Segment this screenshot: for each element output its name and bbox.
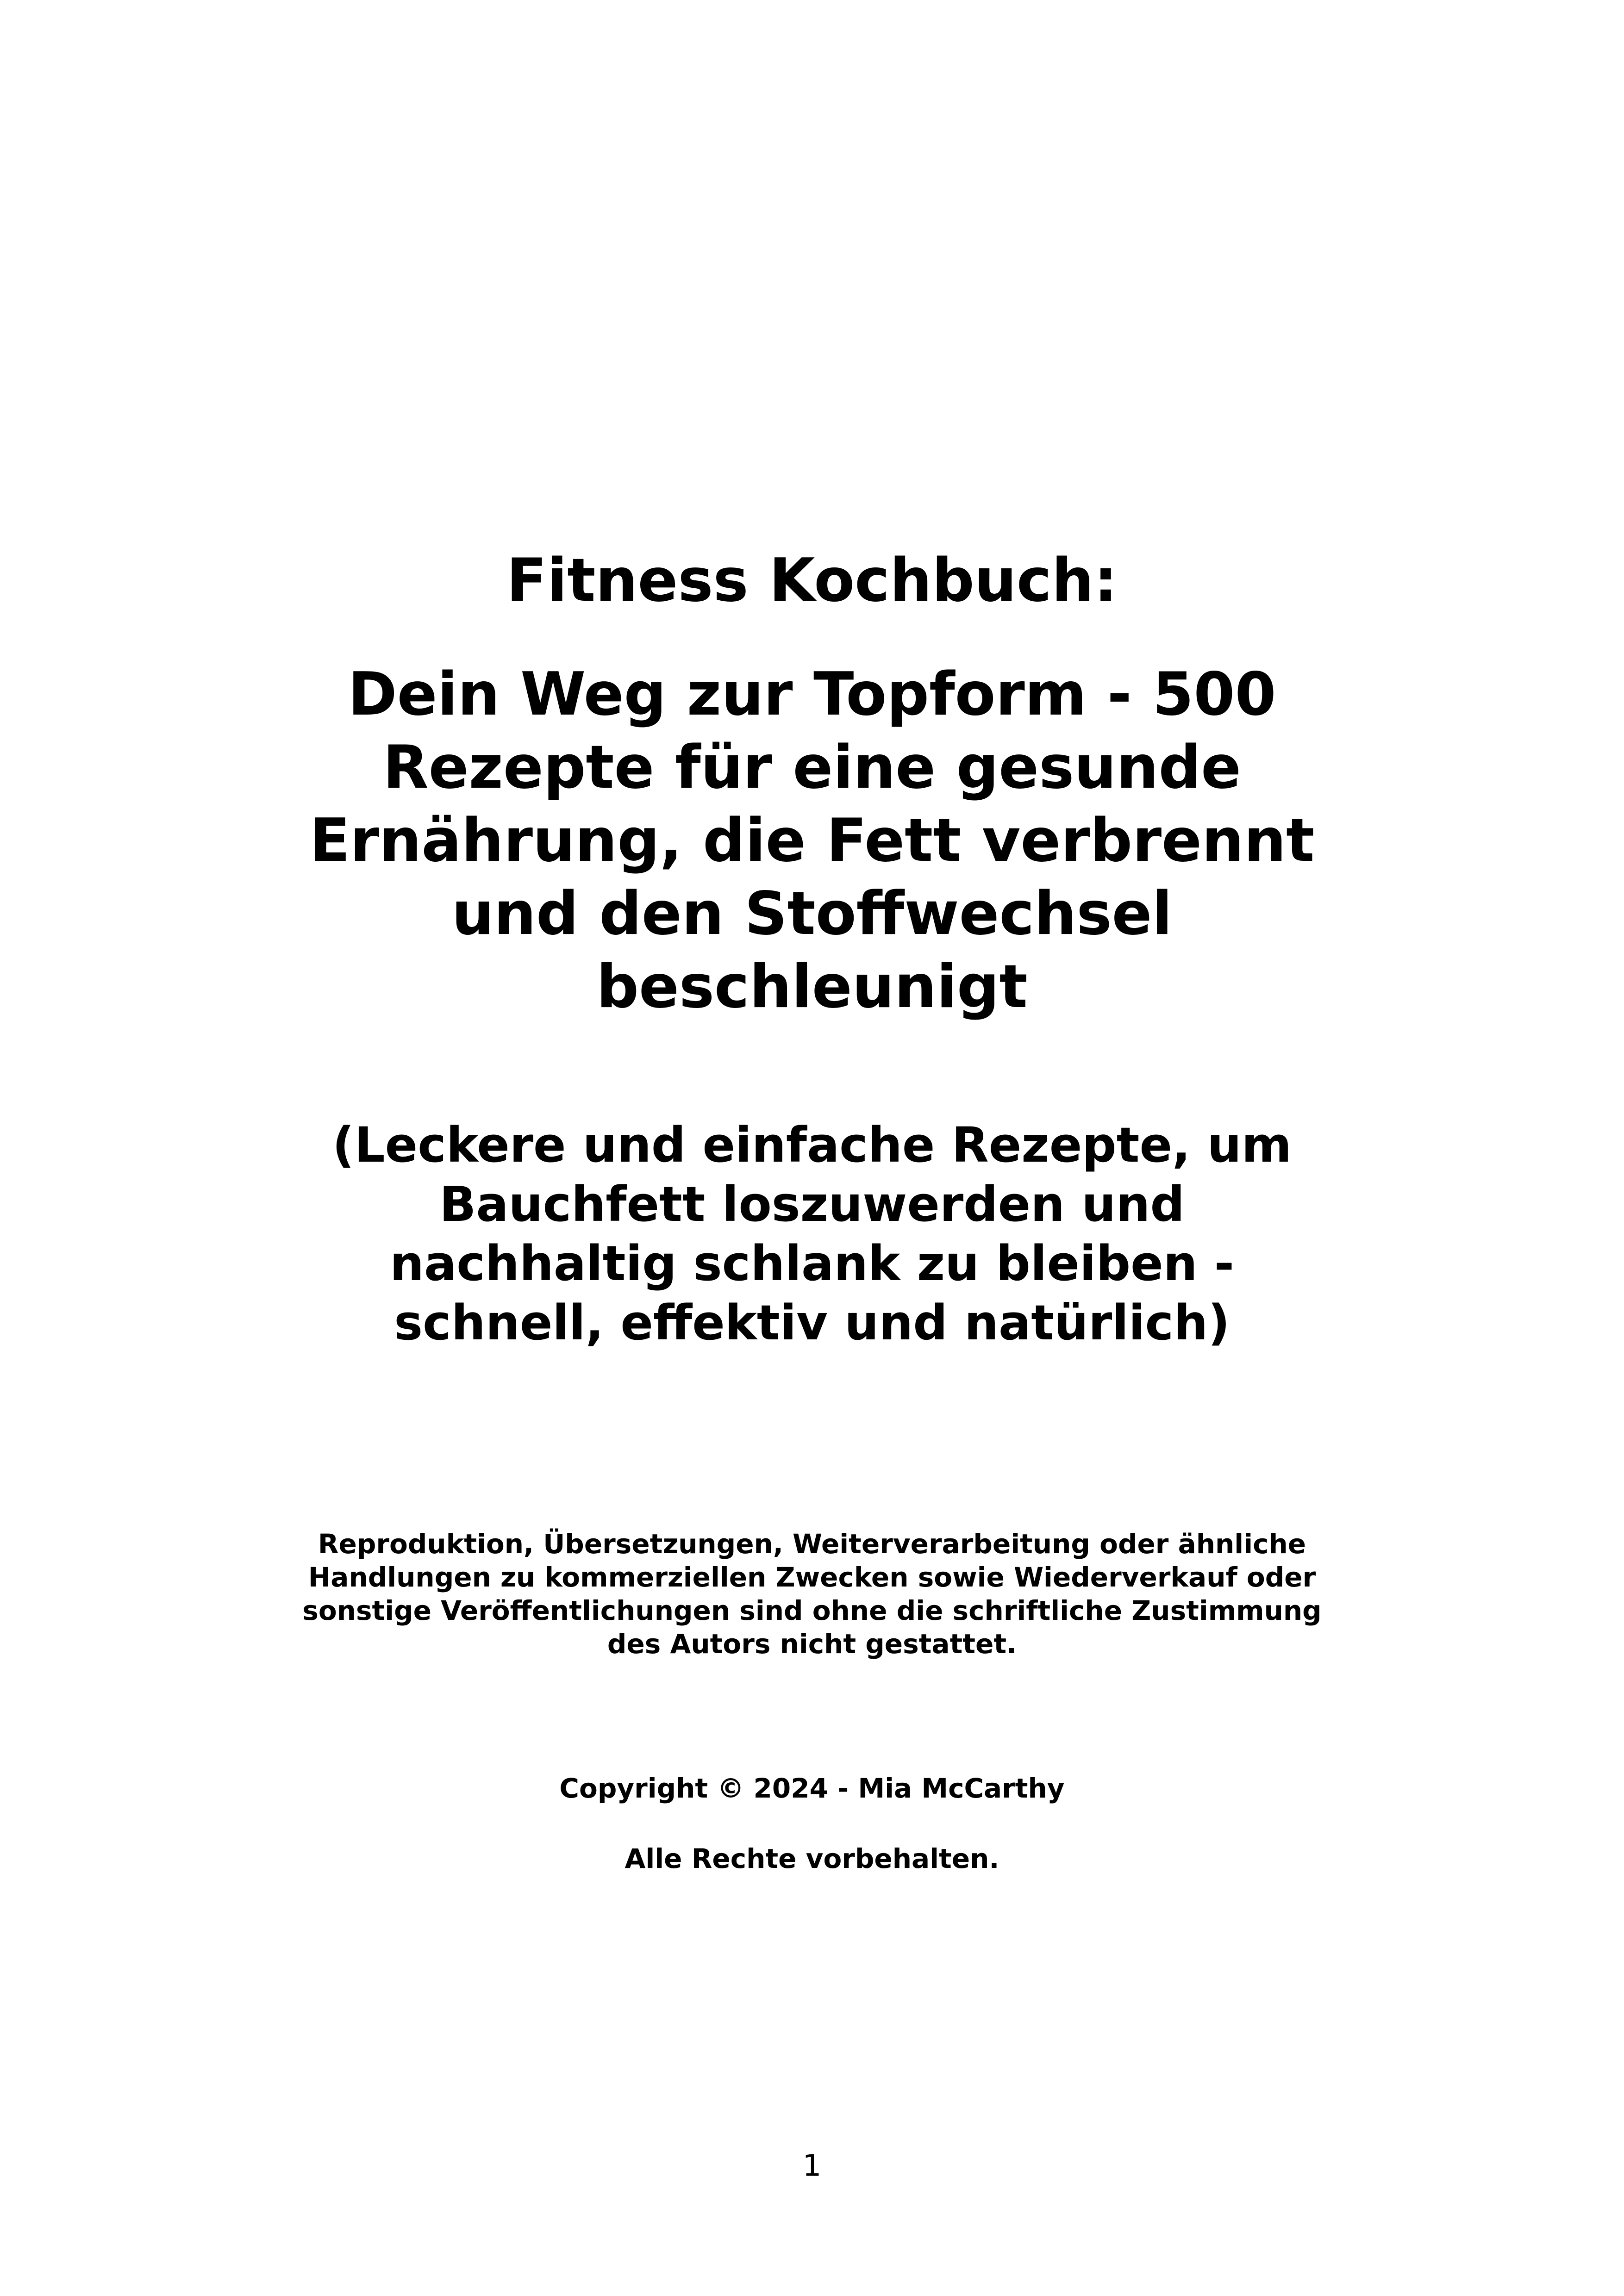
- tagline-line: schnell, effektiv und natürlich): [394, 1294, 1230, 1351]
- book-title: Fitness Kochbuch:: [506, 546, 1118, 615]
- subtitle-line: Ernährung, die Fett verbrennt: [309, 806, 1315, 875]
- tagline-line: Bauchfett loszuwerden und: [439, 1176, 1185, 1232]
- legal-line: Handlungen zu kommerziellen Zwecken sowie Wiederverkauf oder: [308, 1562, 1316, 1593]
- subtitle-line: Rezepte für eine gesunde: [383, 733, 1241, 802]
- legal-line: Reproduktion, Übersetzungen, Weiterverarbeitung oder ähnliche: [318, 1528, 1306, 1560]
- subtitle-line: und den Stoffwechsel: [451, 879, 1173, 948]
- book-subtitle: [231, 658, 1393, 1024]
- rights-reserved: Alle Rechte vorbehalten.: [625, 1843, 999, 1874]
- copyright-notice: Copyright © 2024 - Mia McCarthy: [559, 1773, 1065, 1804]
- subtitle-line: Dein Weg zur Topform - 500: [348, 660, 1276, 729]
- tagline-line: (Leckere und einfache Rezepte, um: [332, 1117, 1292, 1173]
- page-number: 1: [802, 2149, 822, 2183]
- tagline-line: nachhaltig schlank zu bleiben -: [389, 1235, 1235, 1292]
- legal-line: des Autors nicht gestattet.: [607, 1628, 1017, 1660]
- subtitle-line: beschleunigt: [596, 952, 1028, 1021]
- legal-line: sonstige Veröffentlichungen sind ohne die schriftliche Zustimmung: [302, 1595, 1322, 1626]
- legal-notice: [231, 1527, 1393, 1661]
- book-tagline: [231, 1115, 1393, 1352]
